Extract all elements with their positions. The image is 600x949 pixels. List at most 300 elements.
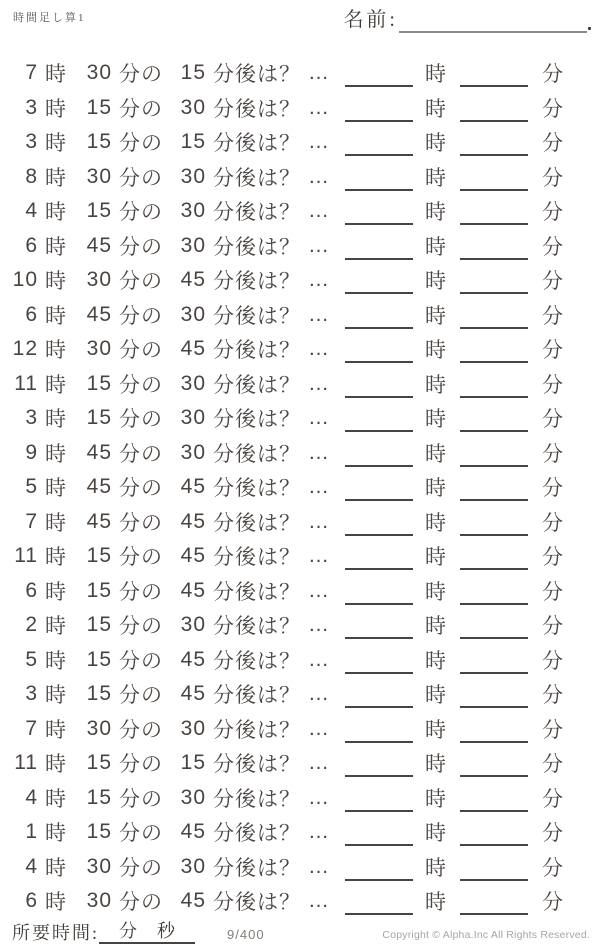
hour-unit-label: 時 <box>45 615 67 639</box>
minute-of-label: 分の <box>119 511 163 535</box>
delta-minute-value: 15 <box>180 751 206 775</box>
after-question-label: 分後は？ <box>213 408 301 432</box>
start-hour-value: 8 <box>25 164 38 188</box>
name-line-end-dot <box>588 27 591 30</box>
minute-of-label: 分の <box>119 546 163 570</box>
answer-minute-blank[interactable] <box>460 223 528 225</box>
delta-minute-value: 45 <box>180 647 206 671</box>
after-question-label: 分後は？ <box>213 684 301 708</box>
answer-hour-blank[interactable] <box>345 223 413 225</box>
after-question-label: 分後は？ <box>213 166 301 190</box>
delta-minute-value: 30 <box>180 233 206 257</box>
start-minute-value: 15 <box>86 751 112 775</box>
minute-of-label: 分の <box>119 787 163 811</box>
answer-minute-blank[interactable] <box>460 499 528 501</box>
start-minute-value: 45 <box>86 440 112 464</box>
footer-minute-unit-label: 分 <box>119 921 138 942</box>
answer-minute-blank[interactable] <box>460 672 528 674</box>
answer-minute-unit-label: 分 <box>542 718 564 742</box>
answer-hour-unit-label: 時 <box>425 649 447 673</box>
ellipsis: … <box>308 544 329 568</box>
ellipsis: … <box>308 578 329 602</box>
after-question-label: 分後は？ <box>213 373 301 397</box>
delta-minute-value: 30 <box>180 406 206 430</box>
answer-hour-blank[interactable] <box>345 85 413 87</box>
answer-minute-unit-label: 分 <box>542 787 564 811</box>
start-hour-value: 7 <box>25 716 38 740</box>
answer-hour-unit-label: 時 <box>425 718 447 742</box>
question-row <box>8 401 600 436</box>
hour-unit-label: 時 <box>45 63 67 87</box>
after-question-label: 分後は？ <box>213 477 301 501</box>
answer-hour-blank[interactable] <box>345 879 413 881</box>
hour-unit-label: 時 <box>45 373 67 397</box>
ellipsis: … <box>308 233 329 257</box>
ellipsis: … <box>308 716 329 740</box>
answer-hour-unit-label: 時 <box>425 304 447 328</box>
start-hour-value: 4 <box>25 854 38 878</box>
hour-unit-label: 時 <box>45 201 67 225</box>
delta-minute-value: 45 <box>180 889 206 913</box>
after-question-label: 分後は？ <box>213 546 301 570</box>
answer-hour-blank[interactable] <box>345 120 413 122</box>
hour-unit-label: 時 <box>45 477 67 501</box>
delta-minute-value: 45 <box>180 475 206 499</box>
question-row <box>8 781 600 816</box>
ellipsis: … <box>308 751 329 775</box>
answer-minute-blank[interactable] <box>460 810 528 812</box>
minute-of-label: 分の <box>119 580 163 604</box>
delta-minute-value: 15 <box>180 130 206 154</box>
answer-hour-unit-label: 時 <box>425 546 447 570</box>
start-minute-value: 30 <box>86 164 112 188</box>
answer-minute-blank[interactable] <box>460 120 528 122</box>
answer-minute-blank[interactable] <box>460 844 528 846</box>
after-question-label: 分後は？ <box>213 615 301 639</box>
required-time-label: 所要時間: <box>12 923 100 944</box>
hour-unit-label: 時 <box>45 718 67 742</box>
answer-hour-unit-label: 時 <box>425 684 447 708</box>
answer-minute-blank[interactable] <box>460 396 528 398</box>
copyright-notice: Copyright © Alpha.Inc All Rights Reserved. <box>382 929 590 942</box>
minute-of-label: 分の <box>119 649 163 673</box>
after-question-label: 分後は？ <box>213 753 301 777</box>
answer-minute-blank[interactable] <box>460 85 528 87</box>
start-minute-value: 15 <box>86 544 112 568</box>
answer-hour-blank[interactable] <box>345 258 413 260</box>
hour-unit-label: 時 <box>45 753 67 777</box>
answer-minute-blank[interactable] <box>460 327 528 329</box>
after-question-label: 分後は？ <box>213 891 301 915</box>
answer-hour-blank[interactable] <box>345 706 413 708</box>
question-row <box>8 470 600 505</box>
ellipsis: … <box>308 268 329 292</box>
answer-minute-blank[interactable] <box>460 465 528 467</box>
answer-minute-unit-label: 分 <box>542 442 564 466</box>
answer-minute-blank[interactable] <box>460 637 528 639</box>
answer-minute-unit-label: 分 <box>542 753 564 777</box>
start-hour-value: 3 <box>25 95 38 119</box>
answer-hour-unit-label: 時 <box>425 235 447 259</box>
delta-minute-value: 30 <box>180 371 206 395</box>
answer-hour-blank[interactable] <box>345 672 413 674</box>
start-hour-value: 10 <box>12 268 38 292</box>
minute-of-label: 分の <box>119 891 163 915</box>
hour-unit-label: 時 <box>45 270 67 294</box>
hour-unit-label: 時 <box>45 132 67 156</box>
answer-hour-blank[interactable] <box>345 292 413 294</box>
hour-unit-label: 時 <box>45 442 67 466</box>
hour-unit-label: 時 <box>45 891 67 915</box>
start-minute-value: 30 <box>86 889 112 913</box>
hour-unit-label: 時 <box>45 546 67 570</box>
hour-unit-label: 時 <box>45 511 67 535</box>
answer-minute-blank[interactable] <box>460 913 528 915</box>
answer-hour-blank[interactable] <box>345 430 413 432</box>
question-row <box>8 332 600 367</box>
answer-hour-blank[interactable] <box>345 775 413 777</box>
delta-minute-value: 30 <box>180 199 206 223</box>
answer-hour-unit-label: 時 <box>425 166 447 190</box>
start-minute-value: 15 <box>86 406 112 430</box>
ellipsis: … <box>308 302 329 326</box>
question-row <box>8 436 600 471</box>
ellipsis: … <box>308 371 329 395</box>
question-row <box>8 608 600 643</box>
start-hour-value: 6 <box>25 233 38 257</box>
question-row <box>8 125 600 160</box>
answer-minute-unit-label: 分 <box>542 339 564 363</box>
start-hour-value: 7 <box>25 509 38 533</box>
question-row <box>8 746 600 781</box>
ellipsis: … <box>308 337 329 361</box>
page-number: 9/400 <box>227 927 265 943</box>
delta-minute-value: 45 <box>180 820 206 844</box>
start-hour-value: 5 <box>25 475 38 499</box>
answer-minute-blank[interactable] <box>460 706 528 708</box>
delta-minute-value: 45 <box>180 268 206 292</box>
question-row <box>8 160 600 195</box>
name-field <box>343 10 587 33</box>
after-question-label: 分後は？ <box>213 822 301 846</box>
start-hour-value: 1 <box>25 820 38 844</box>
answer-minute-unit-label: 分 <box>542 270 564 294</box>
after-question-label: 分後は？ <box>213 856 301 880</box>
start-hour-value: 2 <box>25 613 38 637</box>
hour-unit-label: 時 <box>45 97 67 121</box>
answer-minute-unit-label: 分 <box>542 684 564 708</box>
hour-unit-label: 時 <box>45 339 67 363</box>
answer-minute-unit-label: 分 <box>542 546 564 570</box>
answer-minute-unit-label: 分 <box>542 856 564 880</box>
question-row <box>8 677 600 712</box>
start-minute-value: 45 <box>86 509 112 533</box>
question-row <box>8 367 600 402</box>
start-hour-value: 3 <box>25 130 38 154</box>
hour-unit-label: 時 <box>45 408 67 432</box>
minute-of-label: 分の <box>119 132 163 156</box>
answer-hour-unit-label: 時 <box>425 97 447 121</box>
answer-hour-unit-label: 時 <box>425 580 447 604</box>
start-minute-value: 15 <box>86 820 112 844</box>
answer-minute-unit-label: 分 <box>542 63 564 87</box>
answer-hour-unit-label: 時 <box>425 477 447 501</box>
answer-hour-unit-label: 時 <box>425 787 447 811</box>
answer-hour-unit-label: 時 <box>425 753 447 777</box>
question-row <box>8 815 600 850</box>
answer-minute-unit-label: 分 <box>542 580 564 604</box>
ellipsis: … <box>308 199 329 223</box>
delta-minute-value: 30 <box>180 302 206 326</box>
minute-of-label: 分の <box>119 270 163 294</box>
answer-minute-blank[interactable] <box>460 154 528 156</box>
answer-minute-blank[interactable] <box>460 603 528 605</box>
delta-minute-value: 45 <box>180 337 206 361</box>
answer-hour-blank[interactable] <box>345 154 413 156</box>
question-row <box>8 574 600 609</box>
answer-minute-blank[interactable] <box>460 568 528 570</box>
start-minute-value: 30 <box>86 61 112 85</box>
answer-minute-unit-label: 分 <box>542 304 564 328</box>
minute-of-label: 分の <box>119 477 163 501</box>
hour-unit-label: 時 <box>45 304 67 328</box>
start-minute-value: 45 <box>86 475 112 499</box>
ellipsis: … <box>308 889 329 913</box>
answer-hour-blank[interactable] <box>345 465 413 467</box>
ellipsis: … <box>308 785 329 809</box>
minute-of-label: 分の <box>119 856 163 880</box>
answer-hour-blank[interactable] <box>345 568 413 570</box>
delta-minute-value: 30 <box>180 95 206 119</box>
answer-hour-blank[interactable] <box>345 361 413 363</box>
after-question-label: 分後は？ <box>213 442 301 466</box>
answer-minute-unit-label: 分 <box>542 408 564 432</box>
start-hour-value: 11 <box>14 544 38 568</box>
ellipsis: … <box>308 440 329 464</box>
answer-hour-unit-label: 時 <box>425 822 447 846</box>
ellipsis: … <box>308 164 329 188</box>
minute-of-label: 分の <box>119 615 163 639</box>
delta-minute-value: 30 <box>180 440 206 464</box>
after-question-label: 分後は？ <box>213 339 301 363</box>
start-minute-value: 15 <box>86 371 112 395</box>
answer-hour-blank[interactable] <box>345 499 413 501</box>
after-question-label: 分後は？ <box>213 304 301 328</box>
hour-unit-label: 時 <box>45 684 67 708</box>
answer-hour-unit-label: 時 <box>425 339 447 363</box>
name-input-line[interactable] <box>399 11 587 33</box>
answer-hour-unit-label: 時 <box>425 270 447 294</box>
answer-minute-blank[interactable] <box>460 534 528 536</box>
hour-unit-label: 時 <box>45 856 67 880</box>
ellipsis: … <box>308 647 329 671</box>
required-time-blank[interactable] <box>99 921 195 944</box>
answer-hour-unit-label: 時 <box>425 408 447 432</box>
start-minute-value: 15 <box>86 613 112 637</box>
minute-of-label: 分の <box>119 718 163 742</box>
answer-minute-unit-label: 分 <box>542 511 564 535</box>
after-question-label: 分後は？ <box>213 511 301 535</box>
delta-minute-value: 30 <box>180 164 206 188</box>
answer-hour-blank[interactable] <box>345 396 413 398</box>
answer-minute-blank[interactable] <box>460 361 528 363</box>
hour-unit-label: 時 <box>45 580 67 604</box>
start-hour-value: 4 <box>25 785 38 809</box>
minute-of-label: 分の <box>119 373 163 397</box>
minute-of-label: 分の <box>119 235 163 259</box>
minute-of-label: 分の <box>119 166 163 190</box>
answer-minute-unit-label: 分 <box>542 822 564 846</box>
start-minute-value: 15 <box>86 785 112 809</box>
hour-unit-label: 時 <box>45 649 67 673</box>
answer-minute-blank[interactable] <box>460 879 528 881</box>
answer-hour-blank[interactable] <box>345 810 413 812</box>
answer-minute-blank[interactable] <box>460 741 528 743</box>
answer-hour-unit-label: 時 <box>425 856 447 880</box>
minute-of-label: 分の <box>119 753 163 777</box>
answer-hour-blank[interactable] <box>345 534 413 536</box>
start-hour-value: 7 <box>25 61 38 85</box>
footer <box>12 921 590 944</box>
question-row <box>8 56 600 91</box>
question-row <box>8 91 600 126</box>
ellipsis: … <box>308 406 329 430</box>
question-row <box>8 712 600 747</box>
answer-hour-blank[interactable] <box>345 844 413 846</box>
start-hour-value: 5 <box>25 647 38 671</box>
answer-minute-blank[interactable] <box>460 775 528 777</box>
start-minute-value: 30 <box>86 854 112 878</box>
ellipsis: … <box>308 682 329 706</box>
start-minute-value: 30 <box>86 716 112 740</box>
after-question-label: 分後は？ <box>213 63 301 87</box>
delta-minute-value: 30 <box>180 785 206 809</box>
question-row <box>8 884 600 919</box>
footer-second-unit-label: 秒 <box>157 921 176 942</box>
question-row <box>8 298 600 333</box>
answer-hour-unit-label: 時 <box>425 373 447 397</box>
start-hour-value: 12 <box>12 337 38 361</box>
delta-minute-value: 15 <box>180 61 206 85</box>
answer-hour-unit-label: 時 <box>425 132 447 156</box>
minute-of-label: 分の <box>119 339 163 363</box>
answer-hour-blank[interactable] <box>345 327 413 329</box>
answer-hour-unit-label: 時 <box>425 615 447 639</box>
ellipsis: … <box>308 95 329 119</box>
start-hour-value: 11 <box>14 751 38 775</box>
answer-hour-unit-label: 時 <box>425 891 447 915</box>
answer-minute-blank[interactable] <box>460 189 528 191</box>
answer-minute-unit-label: 分 <box>542 615 564 639</box>
answer-hour-unit-label: 時 <box>425 511 447 535</box>
question-list <box>8 56 600 919</box>
delta-minute-value: 30 <box>180 613 206 637</box>
answer-hour-blank[interactable] <box>345 913 413 915</box>
answer-minute-unit-label: 分 <box>542 97 564 121</box>
ellipsis: … <box>308 820 329 844</box>
question-row <box>8 850 600 885</box>
after-question-label: 分後は？ <box>213 649 301 673</box>
start-hour-value: 6 <box>25 889 38 913</box>
answer-hour-blank[interactable] <box>345 189 413 191</box>
ellipsis: … <box>308 854 329 878</box>
minute-of-label: 分の <box>119 442 163 466</box>
start-hour-value: 6 <box>25 302 38 326</box>
ellipsis: … <box>308 613 329 637</box>
question-row <box>8 194 600 229</box>
question-row <box>8 539 600 574</box>
start-minute-value: 30 <box>86 268 112 292</box>
after-question-label: 分後は？ <box>213 97 301 121</box>
answer-minute-unit-label: 分 <box>542 373 564 397</box>
start-hour-value: 3 <box>25 682 38 706</box>
hour-unit-label: 時 <box>45 822 67 846</box>
start-minute-value: 15 <box>86 130 112 154</box>
start-minute-value: 15 <box>86 578 112 602</box>
start-hour-value: 11 <box>14 371 38 395</box>
answer-hour-unit-label: 時 <box>425 201 447 225</box>
question-row <box>8 643 600 678</box>
answer-minute-unit-label: 分 <box>542 235 564 259</box>
start-minute-value: 15 <box>86 647 112 671</box>
start-minute-value: 45 <box>86 302 112 326</box>
after-question-label: 分後は？ <box>213 787 301 811</box>
delta-minute-value: 45 <box>180 509 206 533</box>
start-hour-value: 4 <box>25 199 38 223</box>
minute-of-label: 分の <box>119 822 163 846</box>
delta-minute-value: 45 <box>180 682 206 706</box>
ellipsis: … <box>308 61 329 85</box>
delta-minute-value: 30 <box>180 716 206 740</box>
minute-of-label: 分の <box>119 201 163 225</box>
answer-minute-unit-label: 分 <box>542 649 564 673</box>
question-row <box>8 263 600 298</box>
answer-minute-unit-label: 分 <box>542 891 564 915</box>
start-hour-value: 6 <box>25 578 38 602</box>
name-label: 名前: <box>343 9 398 31</box>
answer-minute-unit-label: 分 <box>542 166 564 190</box>
after-question-label: 分後は？ <box>213 235 301 259</box>
answer-minute-blank[interactable] <box>460 258 528 260</box>
delta-minute-value: 45 <box>180 544 206 568</box>
answer-hour-blank[interactable] <box>345 741 413 743</box>
answer-hour-blank[interactable] <box>345 637 413 639</box>
answer-hour-blank[interactable] <box>345 603 413 605</box>
start-minute-value: 15 <box>86 199 112 223</box>
answer-minute-blank[interactable] <box>460 292 528 294</box>
minute-of-label: 分の <box>119 304 163 328</box>
hour-unit-label: 時 <box>45 787 67 811</box>
hour-unit-label: 時 <box>45 235 67 259</box>
ellipsis: … <box>308 475 329 499</box>
delta-minute-value: 30 <box>180 854 206 878</box>
after-question-label: 分後は？ <box>213 718 301 742</box>
after-question-label: 分後は？ <box>213 270 301 294</box>
after-question-label: 分後は？ <box>213 580 301 604</box>
answer-hour-unit-label: 時 <box>425 442 447 466</box>
answer-minute-blank[interactable] <box>460 430 528 432</box>
after-question-label: 分後は？ <box>213 201 301 225</box>
minute-of-label: 分の <box>119 684 163 708</box>
hour-unit-label: 時 <box>45 166 67 190</box>
after-question-label: 分後は？ <box>213 132 301 156</box>
answer-minute-unit-label: 分 <box>542 132 564 156</box>
start-minute-value: 15 <box>86 682 112 706</box>
answer-minute-unit-label: 分 <box>542 201 564 225</box>
question-row <box>8 229 600 264</box>
minute-of-label: 分の <box>119 97 163 121</box>
ellipsis: … <box>308 509 329 533</box>
